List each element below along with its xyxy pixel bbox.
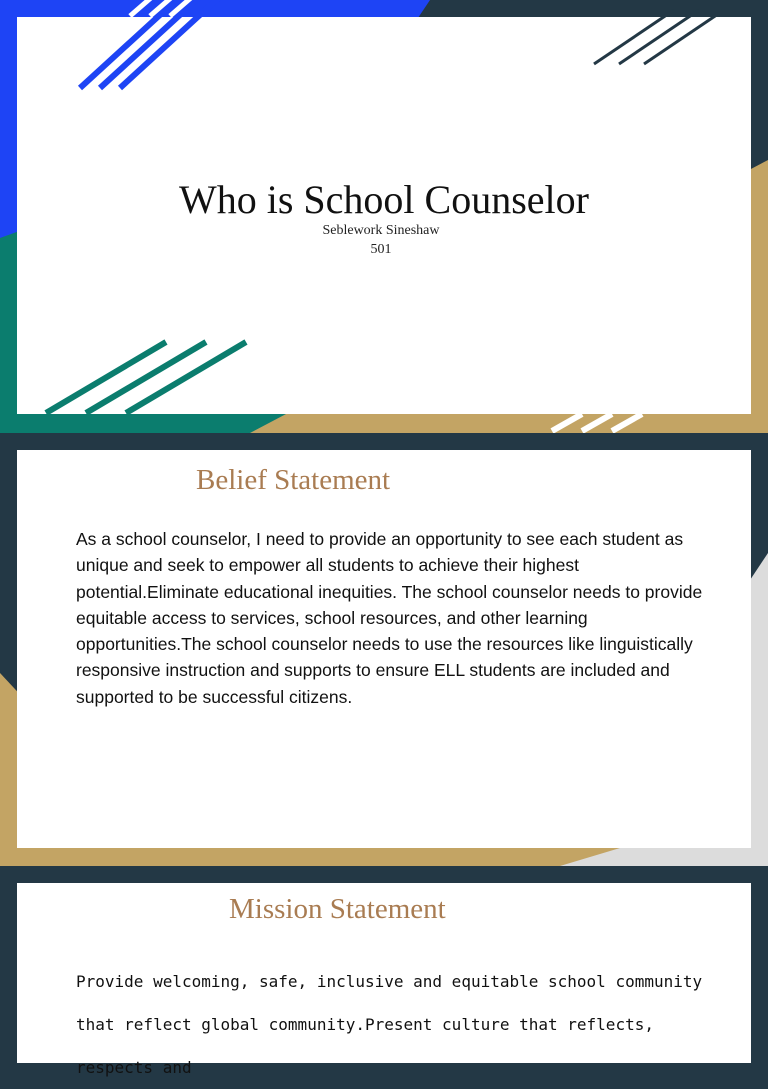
mission-heading: Mission Statement (229, 893, 446, 925)
class-number: 501 (370, 242, 392, 257)
mission-statement-slide (0, 866, 768, 1077)
mission-body-text: Provide welcoming, safe, inclusive and equitable school community that reflect global community.Present culture that reflects, respects and (76, 972, 703, 1077)
belief-heading: Belief Statement (196, 464, 391, 496)
belief-statement-slide (0, 433, 768, 866)
author-name: Seblework Sineshaw (322, 223, 440, 238)
belief-body-text: As a school counselor, I need to provide an opportunity to see each student as unique and seek to empower all students to achieve their highest potential.Eliminate educational inequities. The school counselor needs to provide equitable access to services, school resources, and other learning opportunities.The school counselor needs to use the resources like linguistically responsive instruction and supports to ensure ELL students are included and supported to be successful citizens. (76, 529, 703, 707)
presentation-title: Who is School Counselor (179, 177, 589, 222)
title-slide (0, 0, 768, 433)
